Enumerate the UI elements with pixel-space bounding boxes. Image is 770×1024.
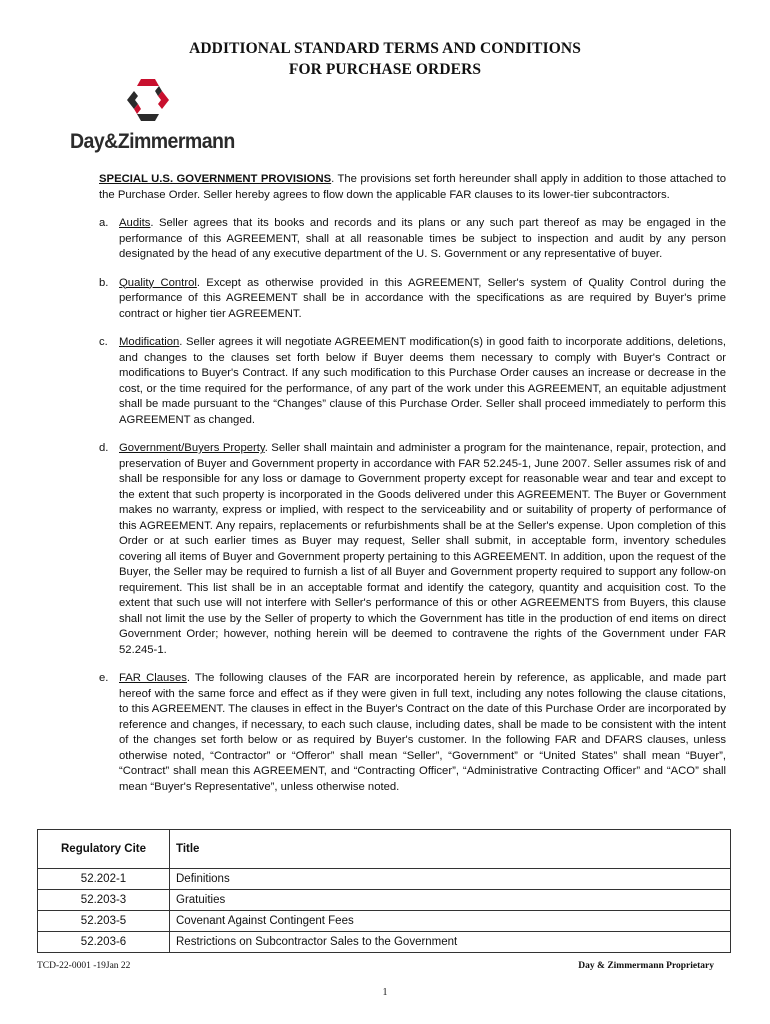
- clause-text: . The following clauses of the FAR are incorporated herein by reference, as applicable, and made part hereof with the same force and effect as if they were given in full text, including any notes following the clause citations, to this AGREEMENT. The clauses in effect in the Buyer's Contract on the date of this Purchase Order are incorporated by reference and changes, if necessary, to each such clause, including dates, shall be made to be consistent with the intent of the changes set forth below or as required by Buyer's customer. In the following FAR and DFARS clauses, unless otherwise noted, “Contractor” or “Offeror” shall mean “Seller”, “Government” or “United States” shall mean “Buyer”, “Contract” shall mean this AGREEMENT, and “Contracting Officer”, “Administrative Contracting Officer” and “ACO” shall mean “Buyer's Representative”, unless otherwise noted.: [119, 672, 726, 793]
- clause-label: FAR Clauses: [119, 672, 187, 684]
- company-logo: [70, 76, 235, 160]
- table-row: [38, 932, 731, 953]
- clause-label: Audits: [119, 217, 151, 229]
- clause-text: . Seller agrees that its books and records and its plans or any such part thereof as may be engaged in the performance of this AGREEMENT, shall at all reasonable times be subject to inspection and audit by any person designated by the head of any executive department of the U. S. Government or any representative of buyer.: [119, 217, 726, 260]
- clause-letter: b.: [99, 276, 109, 289]
- document-body: [99, 172, 726, 808]
- title-line-2: FOR PURCHASE ORDERS: [288, 61, 482, 78]
- clause-text: . Seller shall maintain and administer a program for the maintenance, repair, protection, and preservation of Buyer and Government property in accordance with FAR 52.245-1, June 2007. Seller assumes risk of and shall be responsible for any loss or damage to Government property except for reasonable wear and tear and except to the extent that such property is incorporated in the Goods delivered under this AGREEMENT. The Buyer or Government makes no warranty, express or implied, with respect to the serviceability and or suitability of property of performance of this AGREEMENT. Any repairs, replacements or refurbishments shall be at the Seller's expense. Upon completion of this Order or at such earlier times as Buyer may request, Seller shall submit, in acceptable form, inventory schedules covering all items of Buyer and Government property pertaining to this AGREEMENT. In addition, upon the request of the Buyer, the Seller may be required to furnish a list of all Buyer and Government property required to support any follow-on requirement. This list shall be in an acceptable format and identify the category, quantity and acquisition cost. To the extent that such use will not interfere with Seller's performance of this or other AGREEMENTS from Buyers, this clause shall not limit the use by the Seller of property to which the Government has title in the production of end items on direct Government Order; however, nothing herein will be deemed to contravene the rights of the Government under FAR 52.245-1.: [119, 442, 727, 656]
- intro-paragraph: [99, 172, 726, 203]
- clause-label: Modification: [119, 336, 180, 348]
- title-cell: Definitions: [170, 869, 731, 890]
- footer-proprietary: Day & Zimmermann Proprietary: [578, 961, 714, 971]
- clause-letter: e.: [99, 672, 109, 684]
- clause-letter: d.: [99, 442, 109, 454]
- clause-audits: [99, 216, 726, 263]
- footer-doc-id: TCD-22-0001 -19Jan 22: [37, 961, 131, 971]
- document-title: [0, 38, 770, 80]
- page-number: 1: [382, 987, 388, 998]
- cite-cell: 52.203-5: [38, 911, 170, 932]
- clause-government-property: [99, 441, 726, 658]
- header-regulatory-cite: Regulatory Cite: [38, 830, 170, 869]
- regulatory-table: [37, 829, 731, 953]
- table-row: [38, 890, 731, 911]
- title-cell: Covenant Against Contingent Fees: [170, 911, 731, 932]
- brand-name: Day&Zimmermann: [70, 130, 235, 153]
- clause-text: . Seller agrees it will negotiate AGREEMENT modification(s) in good faith to incorporate additions, deletions, and changes to the clauses set forth below if Buyer deems them necessary to comply with Buyer's Contract or modifications to Buyer's Contract. If any such modification to this Purchase Order causes an increase or decrease in the cost, or the time required for the performance, of any part of the work under this AGREEMENT, an equitable adjustment shall be made pursuant to the “Changes” clause of this Purchase Order. Seller shall proceed immediately to perform this AGREEMENT as changed.: [119, 336, 726, 426]
- clause-modification: [99, 335, 726, 428]
- intro-heading: SPECIAL U.S. GOVERNMENT PROVISIONS: [99, 173, 332, 185]
- clause-letter: c.: [99, 336, 108, 348]
- cite-cell: 52.202-1: [38, 869, 170, 890]
- cite-cell: 52.203-6: [38, 932, 170, 953]
- clause-label: Government/Buyers Property: [119, 442, 265, 454]
- clause-text: . Except as otherwise provided in this AGREEMENT, Seller's system of Quality Control during the performance of this AGREEMENT shall be in accordance with the specifications as are required by Buyer's prime contract or higher tier AGREEMENT.: [119, 276, 726, 320]
- table-row: [38, 869, 731, 890]
- cite-cell: 52.203-3: [38, 890, 170, 911]
- hexagon-ring-logo-icon: [124, 76, 172, 124]
- title-cell: Gratuities: [170, 890, 731, 911]
- title-line-1: ADDITIONAL STANDARD TERMS AND CONDITIONS: [189, 40, 581, 57]
- clause-letter: a.: [99, 217, 109, 229]
- title-cell: Restrictions on Subcontractor Sales to the Government: [170, 932, 731, 953]
- header-title: Title: [170, 830, 731, 869]
- intro-text: . The provisions set forth hereunder shall apply in addition to those attached to the Purchase Order. Seller hereby agrees to flow down the applicable FAR clauses to its lower-tier subcontractors.: [99, 173, 726, 201]
- table-row: [38, 911, 731, 932]
- clause-label: Quality Control: [119, 276, 197, 289]
- clause-far-clauses: [99, 671, 726, 795]
- table-header-row: [38, 830, 731, 869]
- clause-quality-control: [99, 276, 726, 323]
